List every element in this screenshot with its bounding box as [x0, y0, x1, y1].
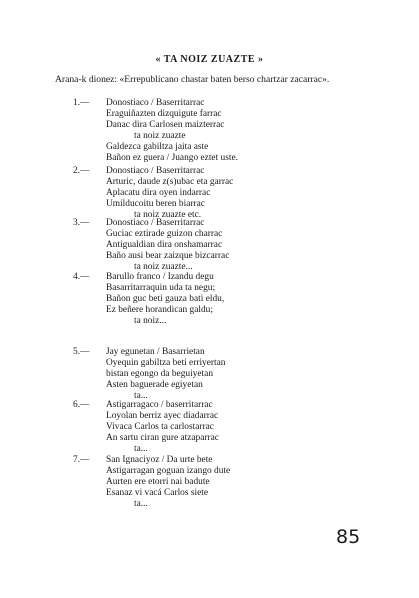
stanza-line: Esanaz vi vacá Carlos siete — [106, 487, 209, 498]
stanza-line: Danac dira Carlosen maizterrac — [106, 119, 225, 130]
intro-text: Arana-k dionez: «Errepublicano chastar baten berso chartzar zacarrac». — [55, 74, 330, 85]
stanza-line: ta noiz zuazte etc. — [134, 209, 202, 220]
stanza — [73, 218, 230, 273]
stanza-number: 4.— — [73, 272, 90, 282]
stanza-number: 5.— — [73, 347, 90, 357]
stanza-line: ta... — [134, 498, 148, 509]
poem-title: « TA NOIZ ZUAZTE » — [155, 54, 264, 65]
stanza-line: ta noiz zuazte — [134, 130, 186, 141]
stanza-line: Baño ausi bear zaizque bizcarrac — [106, 250, 230, 261]
stanza-line: Eraguiñazten dizquigute farrac — [106, 108, 222, 119]
stanza-line: An sartu ciran gure atzaparrac — [106, 432, 219, 443]
stanza-line: Oyequin gabiltza beti erriyertan — [106, 357, 226, 368]
stanza — [73, 272, 225, 327]
stanza-number: 2.— — [73, 166, 90, 176]
page-number: 85 — [336, 526, 361, 548]
stanza-line: Aurten ere etorri nai badute — [106, 476, 210, 487]
stanza-number: 3.— — [73, 218, 90, 228]
stanza-number: 7.— — [73, 455, 90, 465]
stanza-line: ta... — [134, 390, 148, 401]
stanza-line: Galdezca gabiltza jaita aste — [106, 141, 209, 152]
stanza — [73, 98, 238, 163]
stanza-line: Guciac eztirade guizon charrac — [106, 228, 223, 239]
stanza-line: bistan egongo da beguiyetan — [106, 368, 214, 379]
stanza-line: Antigualdian dira onshamarrac — [106, 239, 223, 250]
stanza-line: Jay egunetan / Basarrietan — [106, 347, 205, 357]
stanza-line: Arturic, daude z(s)ubac eta garrac — [106, 176, 234, 187]
stanza-line: Bañon guc beti gauza bati eldu, — [106, 293, 225, 304]
stanza — [73, 166, 234, 221]
stanza-line: Loyolan berriz ayec diadarrac — [106, 410, 219, 421]
stanza-line: Bañon ez guera / Juango eztet uste. — [106, 152, 238, 163]
stanza-line: Donostiaco / Baserritarrac — [106, 166, 205, 176]
stanza-line: Astigarragaco / baserritarrac — [106, 400, 213, 410]
stanza-line: Aplacatu dira oyen indarrac — [106, 187, 211, 198]
stanza-number: 6.— — [73, 400, 90, 410]
stanza-line: Umilducoitu beren biarrac — [106, 198, 205, 209]
stanza-number: 1.— — [73, 98, 90, 108]
stanza — [73, 347, 226, 402]
stanza — [73, 400, 219, 455]
stanza-line: Astigarragan goguan izango dute — [106, 465, 231, 476]
stanza — [73, 455, 231, 510]
stanza-line: ta... — [134, 443, 148, 454]
stanza-line: Vivaca Carlos ta carlostarrac — [106, 421, 214, 432]
stanza-line: Ez beñere horandican galdu; — [106, 304, 213, 315]
stanza-line: San Ignaciyoz / Da urte bete — [106, 455, 213, 465]
stanza-line: Asten baguerade egiyetan — [106, 379, 203, 390]
stanza-line: Donostiaco / Baserritarrac — [106, 218, 205, 228]
stanza-line: ta noiz... — [134, 315, 167, 326]
stanza-line: ta noiz zuazte... — [134, 261, 193, 272]
stanza-line: Basarritarraquin uda ta negu; — [106, 282, 216, 293]
stanza-line: Donostiaco / Baserritarrac — [106, 98, 205, 108]
stanza-line: Barullo franco / Izandu degu — [106, 272, 214, 282]
